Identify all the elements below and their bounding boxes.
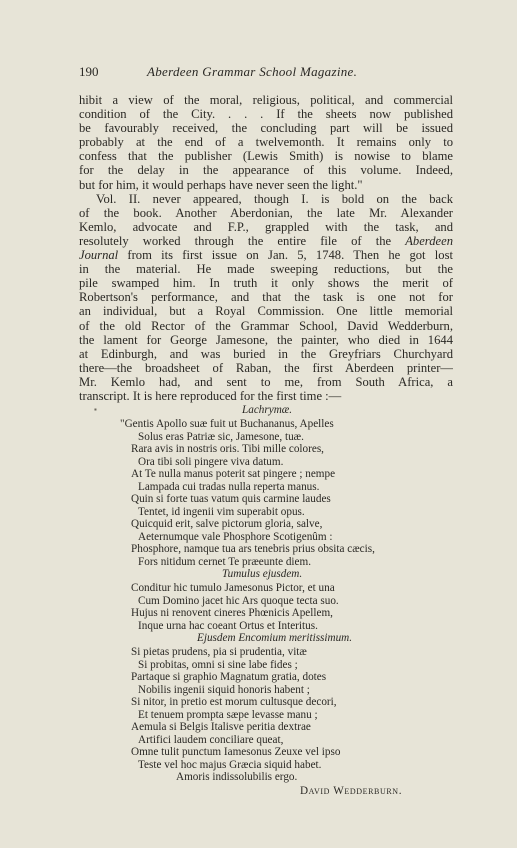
poem-line: Partaque si graphio Magnatum gratia, dotes: [131, 671, 327, 683]
poem-line: Rara avis in nostris oris. Tibi mille colores,: [131, 443, 324, 455]
poem-line: Teste vel hoc majus Græcia siquid habet.: [138, 758, 322, 771]
poem-line: Aemula si Belgis Italisve peritia dextrae: [131, 721, 311, 733]
prose-line: Vol. II. never appeared, though I. is bold on the back: [96, 191, 453, 206]
print-speck: ▪: [94, 405, 97, 414]
prose-line: in the material. He made sweeping reductions, but the: [79, 262, 453, 277]
poem-line: Si probitas, omni si sine labe fides ;: [138, 658, 298, 671]
prose-line: confess that the publisher (Lewis Smith) is nowise to blame: [79, 149, 453, 164]
poem-line: Omne tulit punctum Iamesonus Zeuxe vel ipso: [131, 746, 341, 758]
prose-line: Kemlo, advocate and F.P., grappled with the task, and: [79, 219, 453, 234]
prose-line: pile swamped him. In truth it only shows the merit of: [79, 276, 453, 291]
prose-line: condition of the City. . . . If the sheets now published: [79, 107, 453, 122]
prose-line: the lament for George Jamesone, the painter, who died in 1644: [79, 332, 453, 347]
poem-heading: Lachrymæ.: [242, 404, 293, 416]
prose-line: resolutely worked through the entire file of the Aberdeen: [79, 233, 453, 248]
prose-line: of the old Rector of the Grammar School, David Wedderburn,: [79, 318, 453, 333]
poem-line: Quin si forte tuas vatum quis carmine laudes: [131, 493, 331, 505]
poem-line: Aeternumque vale Phosphore Scotigenûm :: [138, 530, 333, 543]
poem-line: Phosphore, namque tua ars tenebris prius obsita cæcis,: [131, 543, 375, 555]
prose-line: an individual, but a Royal Commission. One little memorial: [79, 304, 453, 319]
poem-line: Cum Domino jacet hic Ars quoque tecta suo.: [138, 594, 339, 607]
poem-line: Amoris indissolubilis ergo.: [176, 771, 298, 783]
running-title: Aberdeen Grammar School Magazine.: [147, 64, 358, 79]
poem-line: Quicquid erit, salve pictorum gloria, salve,: [131, 518, 323, 530]
prose-line: be favourably received, the concluding part will be issued: [79, 121, 453, 136]
poem-line: Hujus ni renovent cineres Phœnicis Apellem,: [131, 607, 333, 619]
poem-line: Lampada cui tradas nulla reperta manus.: [138, 480, 320, 493]
prose-line: Journal from its first issue on Jan. 5, 1748. Then he got lost: [79, 248, 453, 263]
signature: David Wedderburn.: [300, 785, 403, 797]
prose-line: hibit a view of the moral, religious, political, and commercial: [79, 93, 453, 107]
page-number: 190: [79, 64, 99, 79]
running-header: [79, 64, 451, 84]
prose-line: Mr. Kemlo had, and sent to me, from South Africa, a: [79, 374, 453, 389]
prose-line: transcript. It is here reproduced for the first time :—: [79, 388, 342, 403]
poem-line: Fors nitidum cernet Te præeunte diem.: [138, 555, 312, 568]
poem-heading: Tumulus ejusdem.: [222, 568, 303, 580]
prose-line: probably at the end of a twelvemonth. It remains only to: [79, 135, 453, 150]
prose-line: but for him, it would perhaps have never seen the light.": [79, 177, 363, 192]
poem-line: Inque urna hac coeant Ortus et Interitus.: [138, 619, 318, 632]
prose-line: at Edinburgh, and was buried in the Greyfriars Churchyard: [79, 346, 453, 361]
poem-line: Et tenuem prompta sæpe levasse manu ;: [138, 708, 318, 721]
poem-line: Si pietas prudens, pia si prudentia, vitæ: [131, 646, 307, 658]
prose-line: of the book. Another Aberdonian, the late Mr. Alexander: [79, 205, 453, 220]
prose-line: Robertson's performance, and that the task is one not for: [79, 290, 453, 305]
poem-line: Solus eras Patriæ sic, Jamesone, tuæ.: [138, 430, 304, 443]
poem-line: Nobilis ingenii siquid honoris habent ;: [138, 683, 310, 696]
poem-line: Si nitor, in pretio est morum cultusque decori,: [131, 696, 337, 708]
poem-line: Conditur hic tumulo Jamesonus Pictor, et una: [131, 582, 335, 594]
poem-line: Ora tibi soli pingere viva datum.: [138, 455, 284, 468]
prose-body: [79, 93, 453, 403]
poem-line: Tentet, id ingenii vim superabit opus.: [138, 505, 305, 518]
poem-line: Artifici laudem conciliare queat,: [138, 733, 284, 746]
prose-line: there—the broadsheet of Raban, the first Aberdeen printer—: [79, 360, 453, 375]
poem-heading: Ejusdem Encomium meritissimum.: [197, 632, 353, 644]
poem-line: "Gentis Apollo suæ fuit ut Buchananus, Apelles: [120, 418, 334, 430]
prose-line: for the delay in the appearance of this volume. Indeed,: [79, 163, 453, 178]
poem-line: At Te nulla manus poterit sat pingere ; nempe: [131, 468, 336, 480]
